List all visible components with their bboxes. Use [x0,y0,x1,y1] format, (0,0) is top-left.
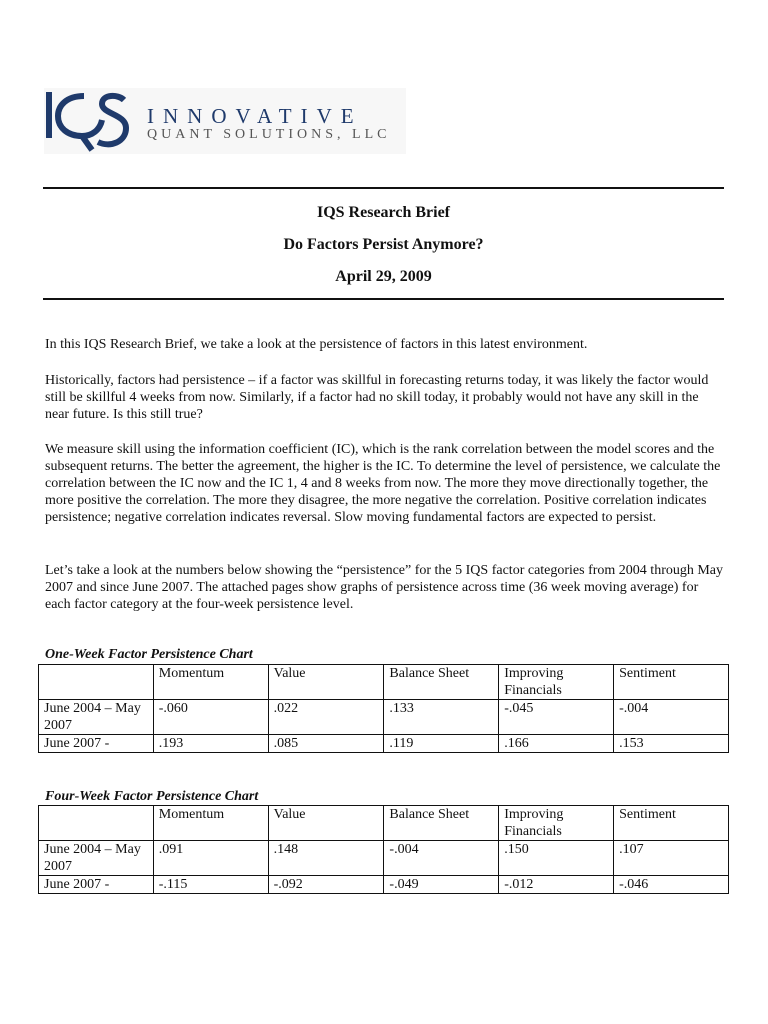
header-cell: Momentum [153,665,268,700]
table-row [39,700,729,735]
company-logo [44,88,406,154]
table-cell: .148 [268,841,384,876]
table-cell: -.049 [384,876,499,894]
header-cell: Balance Sheet [384,665,499,700]
table-header-row [39,665,729,700]
one-week-table-title: One-Week Factor Persistence Chart [45,647,253,662]
header-cell: Value [268,665,384,700]
table-cell: .107 [614,841,729,876]
paragraph-method: We measure skill using the information coefficient (IC), which is the rank correlation between the model scores and the subsequent returns. The better the agreement, the higher is the IC. To determine the level of persistence, we calculate the correlation between the IC now and the IC 1, 4 and 8 weeks from now. The more they move directionally together, the more positive the correlation. The more they disagree, the more negative the correlation. Positive correlation indicates persistence; negative correlation indicates reversal. Slow moving fundamental factors are expected to persist. [45,442,721,525]
table-cell: -.045 [499,700,614,735]
table-cell: .133 [384,700,499,735]
table-row [39,841,729,876]
table-cell: -.004 [384,841,499,876]
four-week-persistence-table [38,805,729,894]
row-label: June 2004 – May 2007 [39,700,154,735]
iqs-logo-mark [44,88,134,154]
logo-line2: QUANT SOLUTIONS, LLC [147,127,391,142]
brief-title: IQS Research Brief [316,204,450,221]
brief-subtitle: Do Factors Persist Anymore? [283,236,484,253]
row-label: June 2004 – May 2007 [39,841,154,876]
header-cell: Improving Financials [499,806,614,841]
header-cell [39,665,154,700]
table-row [39,876,729,894]
four-week-table-title: Four-Week Factor Persistence Chart [45,789,259,804]
paragraph-history: Historically, factors had persistence – if a factor was skillful in forecasting returns today, it was likely the factor would still be skillful 4 weeks from now. Similarly, if a factor had no skill today, it probably would not have any skill in the near future. Is this still true? [45,373,709,422]
paragraph-numbers: Let’s take a look at the numbers below showing the “persistence” for the 5 IQS factor categories from 2004 through May 2007 and since June 2007. The attached pages show graphs of persistence across time (36 week moving average) for each factor category at the four-week persistence level. [45,563,724,612]
header-cell: Value [268,806,384,841]
table-cell: -.012 [499,876,614,894]
table-cell: -.060 [153,700,268,735]
row-label: June 2007 - [39,876,154,894]
paragraph-intro: In this IQS Research Brief, we take a look at the persistence of factors in this latest environment. [45,337,588,352]
table-cell: -.046 [614,876,729,894]
table-cell: -.092 [268,876,384,894]
table-cell: .085 [268,735,384,753]
table-row [39,735,729,753]
row-label: June 2007 - [39,735,154,753]
header-cell: Improving Financials [499,665,614,700]
header-cell: Momentum [153,806,268,841]
brief-date: April 29, 2009 [335,268,432,285]
table-cell: -.115 [153,876,268,894]
one-week-persistence-table [38,664,729,753]
table-cell: .119 [384,735,499,753]
logo-line1: INNOVATIVE [147,104,363,128]
header-cell: Balance Sheet [384,806,499,841]
table-cell: .153 [614,735,729,753]
table-cell: .150 [499,841,614,876]
table-cell: .022 [268,700,384,735]
table-header-row [39,806,729,841]
bottom-rule [43,298,724,300]
header-cell [39,806,154,841]
top-rule [43,187,724,189]
table-cell: .166 [499,735,614,753]
header-cell: Sentiment [614,665,729,700]
table-cell: .193 [153,735,268,753]
table-cell: -.004 [614,700,729,735]
header-cell: Sentiment [614,806,729,841]
table-cell: .091 [153,841,268,876]
